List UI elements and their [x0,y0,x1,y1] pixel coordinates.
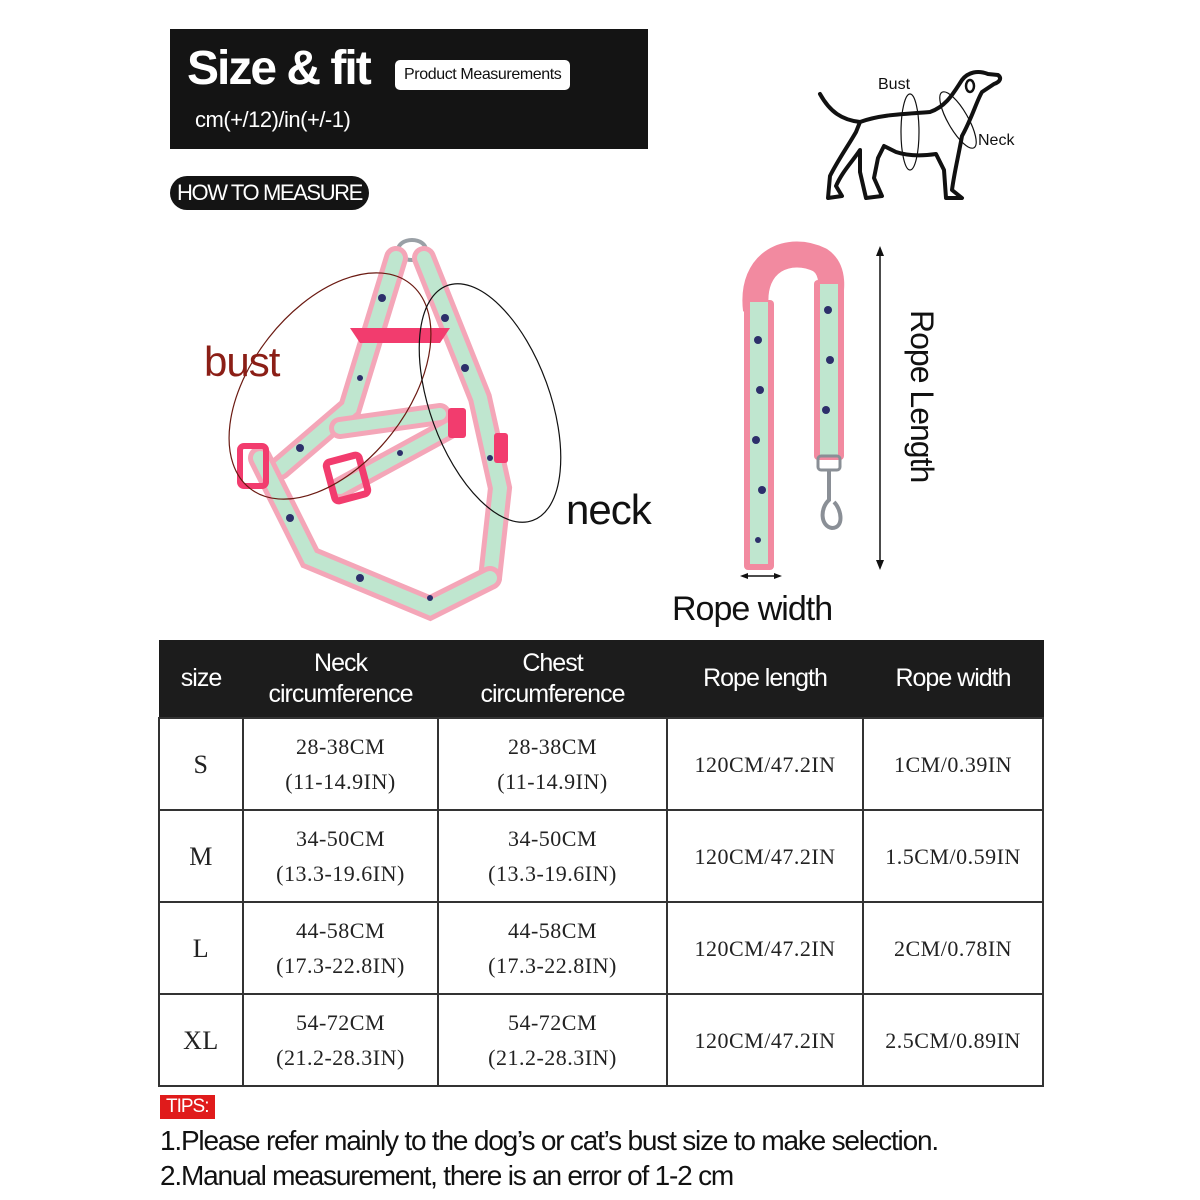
dog-measurement-diagram [812,62,1032,212]
size-cell: S [159,718,243,810]
chest-cm: 28-38CM [507,734,598,759]
neck-cm: 54-72CM [295,1010,386,1035]
product-measurements-badge: Product Measurements [395,60,570,90]
chest-in: (21.2-28.3IN) [488,1045,617,1070]
harness-neck-label: neck [566,486,651,533]
header-chest-line2: circumference [480,679,625,708]
dog-neck-label: Neck [978,132,1015,149]
table-row [159,902,1043,994]
rope-width-cell: 2CM/0.78IN [863,902,1043,994]
neck-in: (21.2-28.3IN) [276,1045,405,1070]
neck-cell [243,810,438,902]
neck-cell [243,994,438,1086]
header-neck-line2: circumference [268,679,413,708]
rope-length-cell: 120CM/47.2IN [667,810,863,902]
chest-in: (13.3-19.6IN) [488,861,617,886]
header-rope-width: Rope width [863,640,1043,718]
rope-length-cell: 120CM/47.2IN [667,902,863,994]
rope-width-cell: 2.5CM/0.89IN [863,994,1043,1086]
harness-bust-label: bust [204,338,280,385]
rope-length-label: Rope Length [904,310,940,483]
size-chart-table [158,640,1044,1087]
chest-cm: 54-72CM [507,1010,598,1035]
harness-illustration-icon [200,228,660,628]
chest-in: (11-14.9IN) [497,769,608,794]
rope-width-cell: 1.5CM/0.59IN [863,810,1043,902]
dog-bust-label: Bust [878,76,911,93]
tip-line-2: 2.Manual measurement, there is an error of 1-2 cm [160,1160,734,1191]
chest-cell [438,810,667,902]
neck-cell [243,718,438,810]
size-cell: XL [159,994,243,1086]
page-title: Size & fit [187,42,370,95]
chest-cell [438,994,667,1086]
title-banner [170,29,648,149]
neck-in: (17.3-22.8IN) [276,953,405,978]
header-size: size [159,640,243,718]
neck-in: (11-14.9IN) [285,769,396,794]
chest-in: (17.3-22.8IN) [488,953,617,978]
size-cell: M [159,810,243,902]
rope-width-label: Rope width [672,590,833,628]
rope-length-cell: 120CM/47.2IN [667,718,863,810]
tips-badge: TIPS: [160,1095,215,1119]
harness-image [200,228,660,628]
tolerance-text: cm(+/12)/in(+/-1) [195,107,351,132]
header-neck-line1: Neck [314,648,367,677]
chest-cell [438,718,667,810]
neck-cell [243,902,438,994]
table-row [159,718,1043,810]
chest-cell [438,902,667,994]
header-rope-length: Rope length [667,640,863,718]
neck-cm: 28-38CM [295,734,386,759]
rope-width-cell: 1CM/0.39IN [863,718,1043,810]
header-neck-circumference [243,640,438,718]
neck-in: (13.3-19.6IN) [276,861,405,886]
neck-cm: 44-58CM [295,918,386,943]
tip-line-1: 1.Please refer mainly to the dog’s or cat’s bust size to make selection. [160,1125,938,1156]
chest-cm: 44-58CM [507,918,598,943]
rope-length-cell: 120CM/47.2IN [667,994,863,1086]
chest-cm: 34-50CM [507,826,598,851]
neck-cm: 34-50CM [295,826,386,851]
header-chest-line1: Chest [522,648,583,677]
how-to-measure-pill: HOW TO MEASURE [170,176,369,210]
table-row [159,994,1043,1086]
size-cell: L [159,902,243,994]
header-chest-circumference [438,640,667,718]
table-row [159,810,1043,902]
table-header-row [159,640,1043,718]
